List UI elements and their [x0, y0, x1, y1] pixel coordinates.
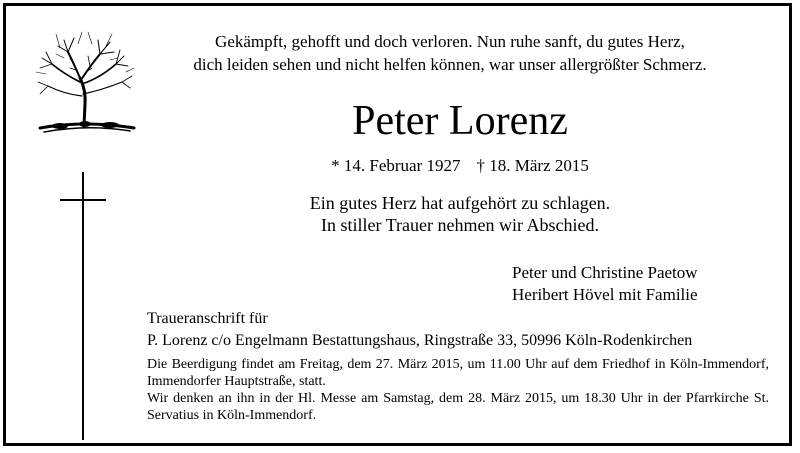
address-line: P. Lorenz c/o Engelmann Bestattungshaus, Ringstraße 33, 50996 Köln-Rodenkirchen	[147, 332, 693, 349]
signer: Peter und Christine Paetow	[512, 263, 698, 282]
sentence-line-2: In stiller Trauer nehmen wir Abschied.	[321, 215, 599, 235]
poem-line-2: dich leiden sehen und nicht helfen können, war unser allergrößter Schmerz.	[193, 55, 707, 74]
sentence-line-1: Ein gutes Herz hat aufgehört zu schlagen.	[309, 193, 611, 213]
mass-note: Wir denken an ihn in der Hl. Messe am Samstag, dem 28. März 2015, um 18.30 Uhr in der Pfarrkirche St. Servatius in Köln-Immendorf.	[147, 391, 769, 423]
deceased-name: Peter Lorenz	[352, 98, 568, 144]
mourning-sentence	[260, 192, 660, 236]
birth-date: * 14. Februar 1927	[331, 156, 461, 175]
life-dates	[300, 156, 620, 176]
poem	[150, 30, 750, 76]
signers	[512, 262, 698, 306]
funeral-note: Die Beerdigung findet am Freitag, dem 27. März 2015, um 11.00 Uhr auf dem Friedhof in Köln-Immendorf, Immendorfer Hauptstraße, statt.	[147, 357, 769, 389]
signer: Heribert Hövel mit Familie	[512, 285, 698, 304]
tree-icon	[30, 24, 140, 144]
service-notes	[147, 356, 769, 424]
cross-icon	[60, 172, 106, 440]
death-date: † 18. März 2015	[476, 156, 589, 175]
poem-line-1: Gekämpft, gehofft und doch verloren. Nun ruhe sanft, du gutes Herz,	[215, 32, 685, 51]
mourning-address	[147, 308, 692, 352]
address-heading: Traueranschrift für	[147, 310, 268, 327]
